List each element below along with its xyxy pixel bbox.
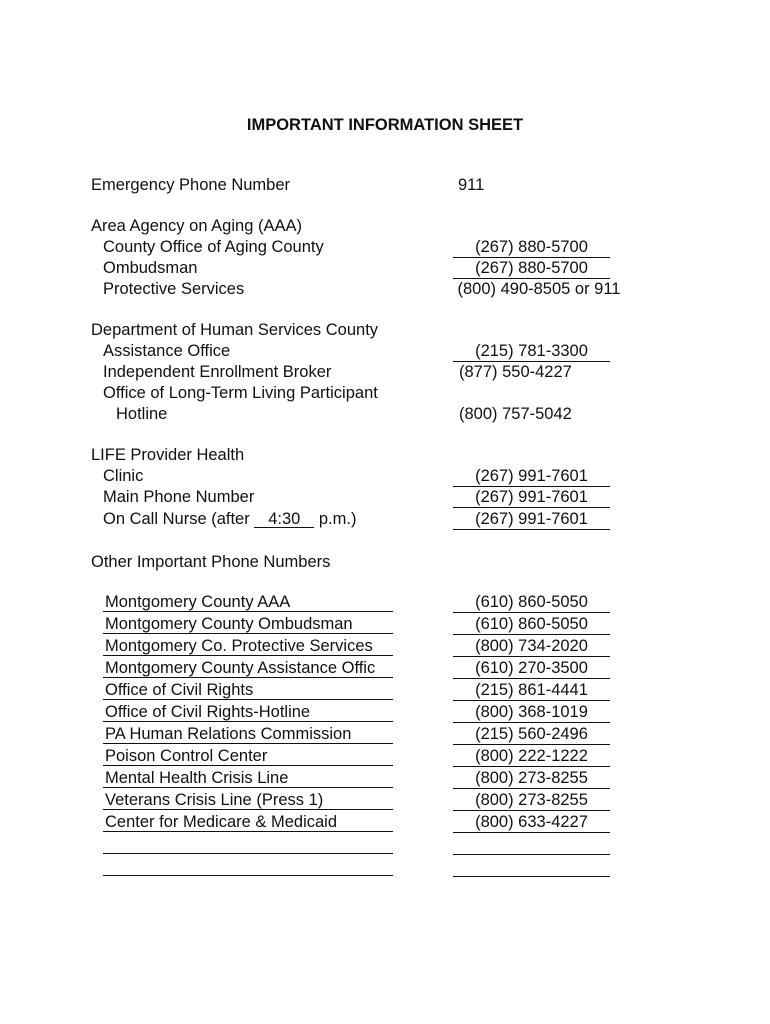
emergency-value: 911 (458, 176, 485, 194)
life-heading: LIFE Provider Health (91, 446, 245, 464)
list-item-phone: (800) 273-8255 (453, 767, 610, 789)
dhs-hotline-label: Hotline (116, 405, 168, 423)
list-item (0, 679, 770, 701)
list-item (0, 833, 770, 855)
dhs-heading-row (0, 319, 770, 341)
life-main-label: Main Phone Number (103, 488, 255, 506)
life-main-row (0, 486, 770, 508)
list-item-phone: (800) 734-2020 (453, 635, 610, 657)
emergency-row (0, 174, 770, 196)
aaa-protective-phone: (800) 490-8505 or 911 (457, 280, 621, 298)
list-item-name: Office of Civil Rights (103, 679, 393, 700)
list-item-name[interactable] (103, 833, 393, 854)
aaa-ombudsman-phone: (267) 880-5700 (453, 257, 610, 279)
other-heading: Other Important Phone Numbers (91, 553, 331, 571)
aaa-county-office-label: County Office of Aging County (103, 238, 324, 256)
oncall-suffix: p.m.) (314, 510, 357, 528)
page-title: IMPORTANT INFORMATION SHEET (246, 116, 524, 134)
list-item-name: Veterans Crisis Line (Press 1) (103, 789, 393, 810)
dhs-heading: Department of Human Services County (91, 321, 379, 339)
dhs-assistance-row (0, 340, 770, 362)
life-main-phone: (267) 991-7601 (453, 486, 610, 508)
list-item-phone: (800) 273-8255 (453, 789, 610, 811)
dhs-broker-phone: (877) 550-4227 (459, 363, 572, 381)
dhs-broker-row (0, 361, 770, 383)
list-item-phone: (800) 368-1019 (453, 701, 610, 723)
list-item-name[interactable] (103, 855, 393, 876)
list-item-phone: (800) 633-4227 (453, 811, 610, 833)
list-item-name: PA Human Relations Commission (103, 723, 393, 744)
dhs-hotline-phone: (800) 757-5042 (459, 405, 572, 423)
list-item (0, 591, 770, 613)
dhs-assistance-phone: (215) 781-3300 (453, 340, 610, 362)
list-item-name: Montgomery County Assistance Offic (103, 657, 393, 678)
list-item-name: Mental Health Crisis Line (103, 767, 393, 788)
aaa-county-office-row (0, 236, 770, 258)
list-item-phone: (610) 860-5050 (453, 613, 610, 635)
life-clinic-phone: (267) 991-7601 (453, 465, 610, 487)
life-oncall-phone: (267) 991-7601 (453, 508, 610, 530)
dhs-hotline-row (0, 403, 770, 425)
aaa-heading-row (0, 215, 770, 237)
list-item-phone: (800) 222-1222 (453, 745, 610, 767)
dhs-assistance-label: Assistance Office (103, 342, 231, 360)
list-item-name: Montgomery County Ombudsman (103, 613, 393, 634)
list-item (0, 767, 770, 789)
aaa-ombudsman-label: Ombudsman (103, 259, 198, 277)
list-item (0, 701, 770, 723)
aaa-county-office-phone: (267) 880-5700 (453, 236, 610, 258)
list-item (0, 745, 770, 767)
list-item (0, 789, 770, 811)
oncall-prefix: On Call Nurse (after (103, 510, 255, 528)
list-item-name: Montgomery County AAA (103, 591, 393, 612)
aaa-protective-label: Protective Services (103, 280, 245, 298)
list-item-phone[interactable] (453, 855, 610, 877)
list-item-name: Montgomery Co. Protective Services (103, 635, 393, 656)
dhs-broker-label: Independent Enrollment Broker (103, 363, 332, 381)
list-item-phone: (215) 861-4441 (453, 679, 610, 701)
list-item-phone: (610) 860-5050 (453, 591, 610, 613)
life-clinic-label: Clinic (103, 467, 144, 485)
list-item (0, 723, 770, 745)
aaa-heading: Area Agency on Aging (AAA) (91, 217, 302, 235)
life-clinic-row (0, 465, 770, 487)
life-heading-row (0, 444, 770, 466)
dhs-ltl-row (0, 382, 770, 404)
dhs-ltl-label: Office of Long-Term Living Participant (103, 384, 378, 402)
list-item-name: Office of Civil Rights-Hotline (103, 701, 393, 722)
other-heading-row (0, 551, 770, 573)
list-item-phone: (215) 560-2496 (453, 723, 610, 745)
list-item-name: Center for Medicare & Medicaid (103, 811, 393, 832)
list-item (0, 855, 770, 877)
list-item-phone: (610) 270-3500 (453, 657, 610, 679)
life-oncall-row (0, 508, 770, 530)
oncall-time-field[interactable]: 4:30 (254, 509, 314, 528)
emergency-label: Emergency Phone Number (91, 176, 291, 194)
aaa-protective-row (0, 278, 770, 300)
list-item-phone[interactable] (453, 833, 610, 855)
list-item (0, 635, 770, 657)
list-item-name: Poison Control Center (103, 745, 393, 766)
list-item (0, 811, 770, 833)
aaa-ombudsman-row (0, 257, 770, 279)
list-item (0, 613, 770, 635)
list-item (0, 657, 770, 679)
life-oncall-label (103, 508, 356, 530)
